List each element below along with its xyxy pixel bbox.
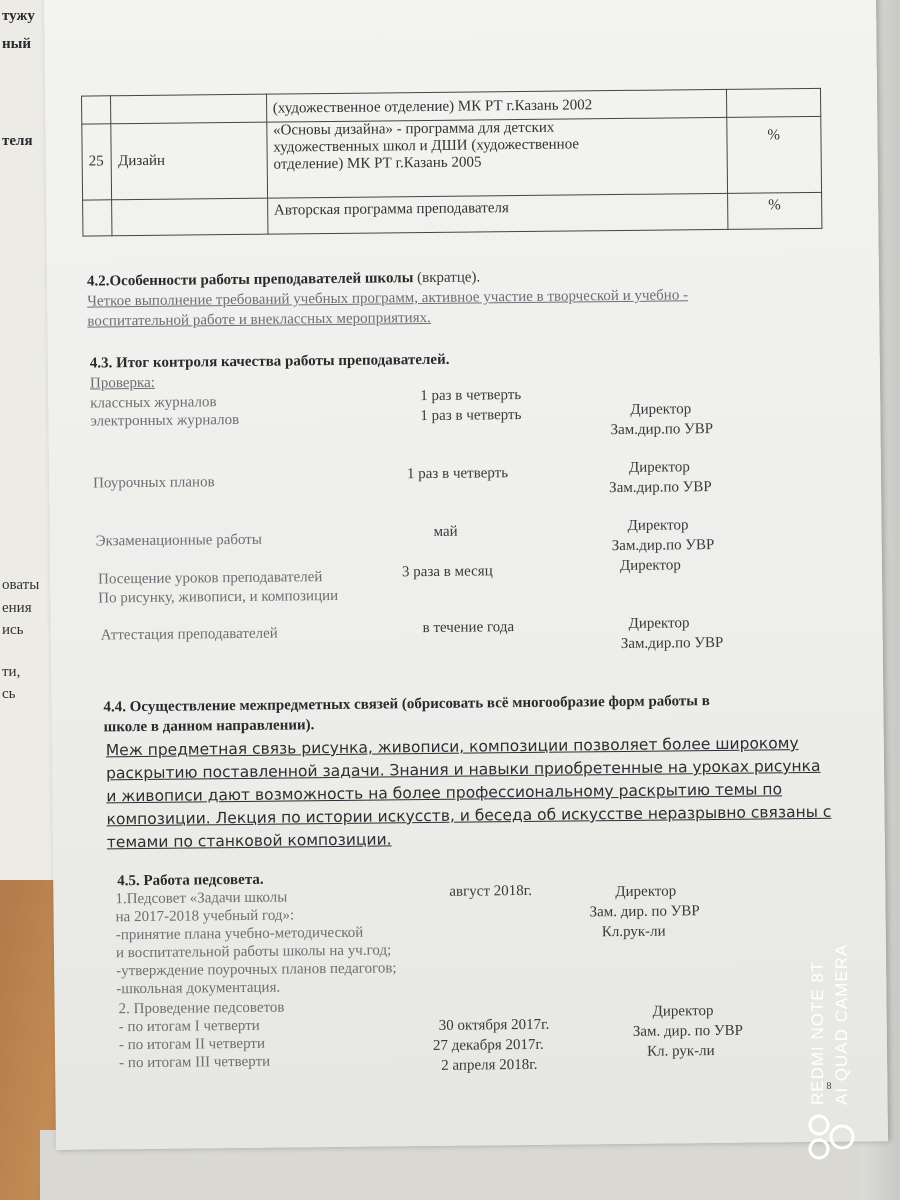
check-label: Проверка: [89, 374, 155, 392]
pedsovet-title: 2. Проведение педсоветов [118, 999, 285, 1018]
check-item-responsible: Директор [630, 401, 692, 418]
check-item-responsible: Директор [628, 459, 690, 476]
table-cell-percent: % [727, 192, 822, 229]
table-cell-program: Авторская программа преподавателя [267, 193, 727, 234]
pedsovet-responsible: Зам. дир. по УВР [632, 1022, 743, 1040]
program-line: отделение) МК РТ г.Казань 2005 [273, 154, 482, 173]
watermark-line: REDMI NOTE 8T [808, 960, 827, 1105]
table-cell-percent [726, 88, 821, 117]
pedsovet-date: август 2018г. [449, 882, 533, 900]
pedsovet-responsible: Директор [652, 1003, 714, 1020]
section-4-4-text-line: темами по станковой композиции. [106, 830, 392, 852]
pedsovet-responsible: Кл.рук-ли [601, 923, 666, 941]
pedsovet-item-label: - по итогам III четверти [119, 1053, 271, 1072]
table-row [83, 192, 822, 236]
table-cell-num [82, 96, 112, 124]
document-page [44, 0, 888, 1150]
section-4-4-text-line: и живописи дают возможность на более профессиональному раскрытию темы по [106, 780, 783, 806]
pedsovet-responsible: Директор [615, 883, 677, 901]
edge-fragment: ения [2, 600, 32, 616]
programs-table [81, 88, 822, 237]
pedsovet-item-date: 2 апреля 2018г. [441, 1056, 538, 1074]
edge-fragment: ный [2, 36, 31, 52]
check-item-responsible: Зам.дир.по УВР [610, 421, 714, 439]
camera-watermark [800, 935, 870, 1165]
section-4-5-heading: 4.5. Работа педсовета. [117, 871, 264, 890]
check-item-frequency: 1 раз в четверть [420, 387, 522, 405]
check-item-label: классных журналов [90, 394, 217, 412]
pedsovet-line: 1.Педсовет «Задачи школы [115, 889, 288, 908]
table-cell-program [267, 117, 728, 198]
check-item-label: Экзаменационные работы [95, 531, 262, 550]
pedsovet-item-label: - по итогам I четверти [118, 1017, 260, 1036]
table-cell-subject [111, 94, 267, 124]
check-item-responsible: Зам.дир.по УВР [609, 479, 712, 497]
pedsovet-responsible: Кл. рук-ли [646, 1043, 715, 1060]
check-item-frequency: в течение года [422, 619, 515, 637]
heading-text: 4.2.Особенности работы преподавателей школы [86, 270, 414, 290]
table-row [82, 116, 822, 200]
check-item-frequency: май [433, 523, 458, 540]
edge-fragment: теля [2, 133, 33, 149]
table-cell-percent: % [726, 116, 821, 193]
pedsovet-item-date: 30 октября 2017г. [438, 1016, 550, 1034]
pedsovet-line: и воспитательной работы школы на уч.год; [115, 942, 392, 962]
check-item-frequency: 3 раза в месяц [401, 563, 493, 581]
page-number: 8 [826, 1080, 832, 1092]
table-cell-num [83, 200, 113, 236]
check-item-label: электронных журналов [90, 411, 240, 430]
check-item-responsible: Зам.дир.по УВР [620, 634, 724, 652]
section-4-4-text-line: раскрытию поставленной задачи. Знания и навыки приобретенные на уроках рисунка [106, 756, 821, 783]
check-item-responsible: Директор [628, 615, 690, 632]
edge-fragment: ись [2, 622, 24, 638]
check-item-responsible: Директор [619, 557, 681, 574]
watermark-line: AI QUAD CAMERA [832, 943, 851, 1105]
section-4-4-text-line: композиции. Лекция по истории искусств, и беседа об искусстве неразрывно связаны с [106, 802, 832, 829]
table-cell-num: 25 [82, 124, 112, 200]
check-item-frequency: 1 раз в четверть [406, 465, 509, 483]
check-item-label: Посещение уроков преподавателей [97, 569, 323, 588]
check-item-label: Поурочных планов [92, 474, 215, 492]
section-4-3-heading: 4.3. Итог контроля качества работы преподавателей. [89, 351, 450, 372]
check-item-label: Аттестация преподавателей [100, 625, 278, 644]
section-4-2-text-line: воспитательной работе и внеклассных мероприятиях. [87, 309, 431, 330]
section-4-2-text-line: Четкое выполнение требований учебных программ, активное участие в творческой и учебно - [87, 287, 689, 310]
program-line: художественных школ и ДШИ (художественное [273, 136, 580, 156]
section-4-4-heading: школе в данном направлении). [103, 717, 315, 736]
pedsovet-line: -школьная документация. [116, 979, 281, 998]
edge-fragment: оваты [2, 577, 40, 593]
camera-lens-icon [806, 1113, 856, 1163]
section-4-4-heading: 4.4. Осуществление межпредметных связей (обрисовать всё многообразие форм работы в [103, 693, 710, 716]
table-cell-program: (художественное отделение) МК РТ г.Казань 2002 [266, 89, 726, 122]
table-cell-subject [112, 198, 268, 236]
pedsovet-line: -утверждение поурочных планов педагогов; [116, 960, 397, 980]
heading-suffix: (вкратце). [413, 269, 481, 287]
table-cell-subject: Дизайн [111, 122, 267, 200]
check-item-frequency: 1 раз в четверть [420, 407, 522, 425]
pedsovet-line: на 2017-2018 учебный год»: [115, 907, 295, 926]
check-item-responsible: Зам.дир.по УВР [611, 537, 715, 555]
check-item-label: По рисунку, живописи, и композиции [98, 587, 339, 607]
edge-fragment: тужу [2, 8, 35, 24]
pedsovet-line: -принятие плана учебно-методической [115, 924, 364, 944]
edge-fragment: сь [2, 686, 16, 702]
pedsovet-item-label: - по итогам II четверти [118, 1035, 266, 1054]
pedsovet-item-date: 27 декабря 2017г. [432, 1036, 544, 1054]
program-line: «Основы дизайна» - программа для детских [273, 119, 555, 139]
section-4-4-text-line: Меж предметная связь рисунка, живописи, композиции позволяет более широкому [105, 734, 799, 760]
pedsovet-responsible: Зам. дир. по УВР [589, 903, 700, 921]
edge-fragment: ти, [2, 664, 21, 680]
section-4-2-heading [87, 269, 480, 290]
check-item-responsible: Директор [627, 517, 689, 534]
